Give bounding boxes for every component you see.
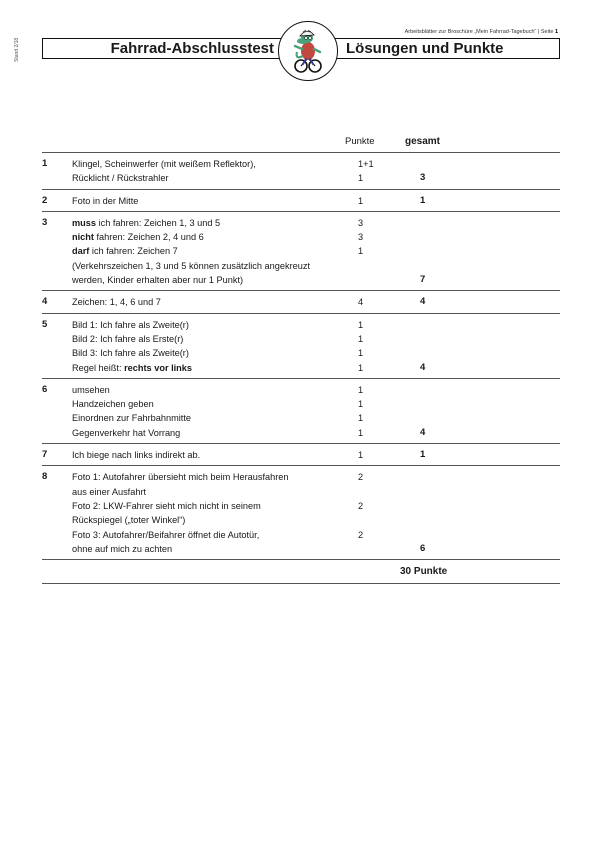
question-number: 4 — [42, 296, 48, 308]
answer-text — [72, 448, 200, 462]
answer-text — [72, 332, 183, 346]
answer-text — [72, 470, 289, 484]
answer-text-rest: ohne auf mich zu achten — [72, 543, 173, 554]
answer-text-rest: Foto in der Mitte — [72, 195, 139, 206]
total-value: 4 — [420, 426, 426, 438]
table-row — [42, 190, 560, 212]
answer-text-bold: darf — [72, 246, 90, 257]
test-title: Fahrrad-Abschlusstest — [110, 40, 274, 57]
answer-text — [72, 513, 185, 527]
table-row — [42, 153, 560, 190]
solutions-table — [42, 153, 560, 560]
answer-line — [42, 383, 560, 397]
answer-line — [42, 470, 560, 484]
answer-text — [72, 383, 110, 397]
bottom-divider — [42, 583, 560, 584]
answer-text-rest: Rückspiegel („toter Winkel“) — [72, 515, 186, 526]
question-number: 6 — [42, 383, 48, 395]
answer-text — [72, 528, 259, 542]
points-value: 1 — [358, 399, 364, 410]
answer-text — [72, 295, 161, 309]
answer-text-rest: werden, Kinder erhalten aber nur 1 Punkt) — [72, 275, 244, 286]
answer-line — [42, 157, 560, 171]
points-value: 1 — [358, 246, 364, 257]
answer-line — [42, 448, 560, 462]
answer-text — [72, 171, 169, 185]
version-note: Stand 2/18 — [14, 37, 20, 62]
grand-total: 30 Punkte — [400, 566, 448, 577]
answer-text-rest: umsehen — [72, 384, 110, 395]
page-reference-note: Arbeitsblätter zur Broschüre „Mein Fahrrad-Tagebuch“ | Seite 1 — [404, 29, 558, 35]
points-value: 1 — [358, 348, 364, 359]
answer-text-rest: Foto 3: Autofahrer/Beifahrer öffnet die Autotür, — [72, 529, 260, 540]
answer-line — [42, 528, 560, 542]
answer-text-rest: (Verkehrszeichen 1, 3 und 5 können zusätzlich angekreuzt — [72, 260, 310, 271]
table-row — [42, 212, 560, 291]
answer-text — [72, 499, 261, 513]
points-value: 2 — [358, 529, 364, 540]
answer-line — [42, 485, 560, 499]
answer-text — [72, 230, 204, 244]
solutions-title: Lösungen und Punkte — [346, 40, 504, 57]
answer-line — [42, 499, 560, 513]
table-row — [42, 314, 560, 379]
answer-text-rest: ich fahren: Zeichen 1, 3 und 5 — [96, 217, 221, 228]
points-value: 1 — [358, 319, 364, 330]
points-value: 1 — [358, 173, 364, 184]
answer-text-bold: rechts vor links — [124, 362, 193, 373]
answer-text — [72, 244, 178, 258]
answer-text-rest: Handzeichen geben — [72, 399, 154, 410]
question-number: 8 — [42, 471, 48, 483]
question-number: 3 — [42, 216, 48, 228]
answer-text-rest: Foto 2: LKW-Fahrer sieht mich nicht in seinem — [72, 500, 261, 511]
answer-text-rest: Ich biege nach links indirekt ab. — [72, 450, 201, 461]
answer-text-rest: Rücklicht / Rückstrahler — [72, 173, 169, 184]
points-value: 2 — [358, 472, 364, 483]
points-value: 3 — [358, 232, 364, 243]
answer-text-rest: Foto 1: Autofahrer übersieht mich beim Herausfahren — [72, 472, 289, 483]
table-row — [42, 291, 560, 313]
cyclist-mascot-icon — [278, 21, 338, 81]
answer-line — [42, 273, 560, 287]
points-value: 1+1 — [358, 159, 374, 169]
total-value: 4 — [420, 296, 426, 308]
answer-text — [72, 361, 192, 375]
answer-text — [72, 259, 310, 273]
answer-text-bold: nicht — [72, 232, 94, 243]
answer-line — [42, 216, 560, 230]
answer-line — [42, 397, 560, 411]
total-value: 4 — [420, 361, 426, 373]
table-row — [42, 379, 560, 444]
points-value: 1 — [358, 384, 364, 395]
points-value: 1 — [358, 427, 364, 438]
answer-text-rest: aus einer Ausfahrt — [72, 486, 147, 497]
total-value: 1 — [420, 449, 426, 461]
answer-line — [42, 259, 560, 273]
answer-line — [42, 426, 560, 440]
answer-text — [72, 273, 243, 287]
table-row — [42, 444, 560, 466]
answer-text-rest: Gegenverkehr hat Vorrang — [72, 427, 181, 438]
answer-text — [72, 411, 191, 425]
answer-text — [72, 346, 189, 360]
answer-text-rest: Bild 3: Ich fahre als Zweite(r) — [72, 348, 189, 359]
question-number: 5 — [42, 318, 48, 330]
total-value: 6 — [420, 542, 426, 554]
answer-text-rest: Klingel, Scheinwerfer (mit weißem Reflektor), — [72, 159, 256, 169]
question-number: 7 — [42, 449, 48, 461]
answer-text-rest: Einordnen zur Fahrbahnmitte — [72, 413, 191, 424]
total-value: 7 — [420, 274, 426, 286]
answer-text-rest: Bild 1: Ich fahre als Zweite(r) — [72, 319, 189, 330]
answer-text — [72, 542, 172, 556]
points-value: 4 — [358, 297, 364, 308]
total-column-header: gesamt — [405, 136, 441, 147]
answer-text-prefix: Regel heißt: — [72, 362, 125, 373]
points-value: 1 — [358, 195, 364, 206]
answer-line — [42, 194, 560, 208]
answer-text — [72, 485, 146, 499]
points-value: 1 — [358, 362, 364, 373]
question-number: 1 — [42, 158, 48, 169]
answer-line — [42, 542, 560, 556]
answer-text-rest: Bild 2: Ich fahre als Erste(r) — [72, 333, 184, 344]
points-value: 1 — [358, 413, 364, 424]
answer-line — [42, 332, 560, 346]
answer-line — [42, 318, 560, 332]
answer-line — [42, 346, 560, 360]
answer-line — [42, 230, 560, 244]
answer-line — [42, 171, 560, 185]
answer-text-bold: muss — [72, 217, 97, 228]
total-value: 1 — [420, 194, 426, 206]
points-value: 1 — [358, 450, 364, 461]
answer-text — [72, 216, 220, 230]
answer-text — [72, 426, 180, 440]
answer-text-rest: Zeichen: 1, 4, 6 und 7 — [72, 297, 161, 308]
answer-line — [42, 295, 560, 309]
points-value: 1 — [358, 333, 364, 344]
answer-text — [72, 157, 256, 171]
answer-line — [42, 361, 560, 375]
answer-line — [42, 411, 560, 425]
points-column-header: Punkte — [345, 136, 375, 147]
answer-line — [42, 513, 560, 527]
answer-text-rest: ich fahren: Zeichen 7 — [89, 246, 178, 257]
question-number: 2 — [42, 194, 48, 206]
points-value: 3 — [358, 217, 364, 228]
points-value: 2 — [358, 500, 364, 511]
answer-text — [72, 318, 189, 332]
total-value: 3 — [420, 172, 426, 184]
answer-text — [72, 194, 138, 208]
answer-text-rest: fahren: Zeichen 2, 4 und 6 — [93, 232, 204, 243]
answer-text — [72, 397, 154, 411]
answer-line — [42, 244, 560, 258]
table-row — [42, 466, 560, 560]
